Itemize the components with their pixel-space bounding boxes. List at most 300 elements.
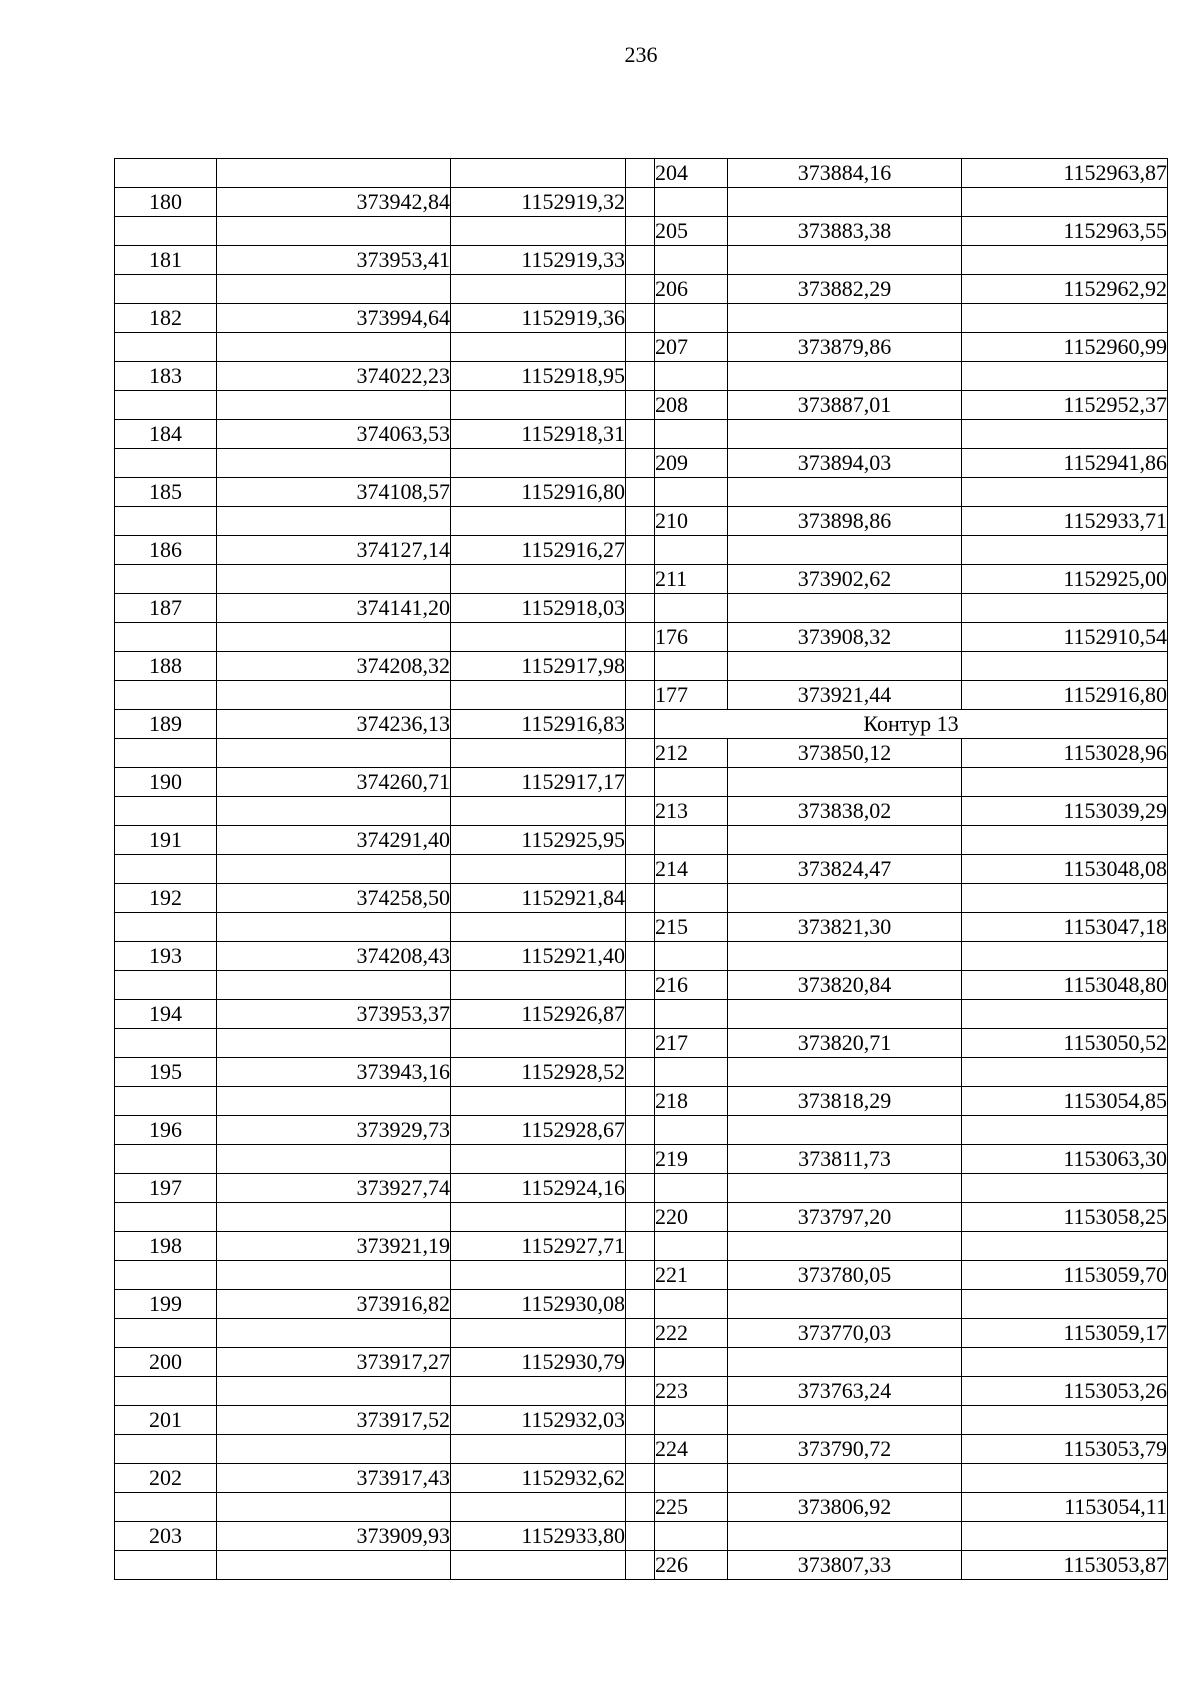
spacer-column [626,1029,655,1058]
left-y-coordinate: 1152916,83 [451,710,626,739]
right-point-number [655,1290,728,1319]
left-x-coordinate: 373917,27 [217,1348,451,1377]
right-y-coordinate: 1152925,00 [962,565,1168,594]
left-point-number: 199 [115,1290,217,1319]
right-x-coordinate [728,1348,962,1377]
left-point-number: 192 [115,884,217,913]
right-y-coordinate [962,1174,1168,1203]
right-y-coordinate [962,246,1168,275]
spacer-column [626,362,655,391]
right-y-coordinate [962,768,1168,797]
left-x-coordinate [217,1493,451,1522]
right-x-coordinate [728,768,962,797]
spacer-column [626,449,655,478]
right-y-coordinate: 1152910,54 [962,623,1168,652]
right-point-number [655,826,728,855]
right-y-coordinate: 1152960,99 [962,333,1168,362]
spacer-column [626,1058,655,1087]
left-point-number [115,797,217,826]
left-point-number: 198 [115,1232,217,1261]
spacer-column [626,594,655,623]
table-row [115,1377,1168,1406]
right-point-number: 213 [655,797,728,826]
table-row [115,478,1168,507]
left-point-number: 190 [115,768,217,797]
left-point-number [115,275,217,304]
right-y-coordinate [962,826,1168,855]
right-x-coordinate: 373763,24 [728,1377,962,1406]
right-x-coordinate: 373790,72 [728,1435,962,1464]
left-y-coordinate [451,1029,626,1058]
left-x-coordinate: 374291,40 [217,826,451,855]
left-point-number: 185 [115,478,217,507]
left-point-number: 197 [115,1174,217,1203]
right-y-coordinate: 1152916,80 [962,681,1168,710]
right-point-number: 206 [655,275,728,304]
left-x-coordinate: 374022,23 [217,362,451,391]
right-x-coordinate: 373780,05 [728,1261,962,1290]
right-point-number: 208 [655,391,728,420]
spacer-column [626,1203,655,1232]
table-row [115,1174,1168,1203]
spacer-column [626,913,655,942]
spacer-column [626,1232,655,1261]
right-x-coordinate: 373838,02 [728,797,962,826]
left-x-coordinate [217,681,451,710]
left-point-number: 202 [115,1464,217,1493]
right-x-coordinate [728,1290,962,1319]
right-x-coordinate: 373884,16 [728,159,962,188]
right-x-coordinate [728,1232,962,1261]
left-x-coordinate [217,913,451,942]
right-y-coordinate [962,942,1168,971]
right-x-coordinate [728,536,962,565]
left-x-coordinate [217,1551,451,1580]
spacer-column [626,536,655,565]
left-point-number: 196 [115,1116,217,1145]
left-y-coordinate [451,275,626,304]
right-y-coordinate [962,652,1168,681]
right-y-coordinate: 1153039,29 [962,797,1168,826]
right-y-coordinate: 1153047,18 [962,913,1168,942]
table-row [115,681,1168,710]
left-x-coordinate: 373953,41 [217,246,451,275]
spacer-column [626,478,655,507]
spacer-column [626,1290,655,1319]
table-row [115,565,1168,594]
right-x-coordinate [728,1464,962,1493]
left-point-number [115,1145,217,1174]
right-y-coordinate [962,1464,1168,1493]
right-point-number [655,246,728,275]
left-x-coordinate [217,565,451,594]
right-point-number [655,478,728,507]
spacer-column [626,1145,655,1174]
table-row [115,1000,1168,1029]
right-point-number [655,304,728,333]
right-y-coordinate: 1152941,86 [962,449,1168,478]
table-row [115,362,1168,391]
right-x-coordinate [728,420,962,449]
left-point-number [115,855,217,884]
left-x-coordinate: 374141,20 [217,594,451,623]
right-point-number: 210 [655,507,728,536]
left-x-coordinate: 373927,74 [217,1174,451,1203]
table-row [115,1290,1168,1319]
spacer-column [626,1116,655,1145]
right-point-number [655,1058,728,1087]
right-y-coordinate [962,1116,1168,1145]
left-point-number: 180 [115,188,217,217]
right-point-number [655,1174,728,1203]
right-y-coordinate [962,304,1168,333]
right-point-number [655,420,728,449]
right-y-coordinate: 1152952,37 [962,391,1168,420]
left-x-coordinate [217,275,451,304]
left-y-coordinate: 1152919,33 [451,246,626,275]
right-x-coordinate: 373820,84 [728,971,962,1000]
left-point-number: 187 [115,594,217,623]
spacer-column [626,1377,655,1406]
spacer-column [626,333,655,362]
left-y-coordinate: 1152921,84 [451,884,626,913]
right-y-coordinate: 1152963,55 [962,217,1168,246]
table-row [115,884,1168,913]
spacer-column [626,942,655,971]
right-x-coordinate [728,362,962,391]
right-x-coordinate [728,594,962,623]
right-y-coordinate [962,884,1168,913]
spacer-column [626,275,655,304]
spacer-column [626,739,655,768]
table-row [115,1029,1168,1058]
left-point-number: 200 [115,1348,217,1377]
table-row [115,246,1168,275]
left-x-coordinate [217,1319,451,1348]
left-point-number: 186 [115,536,217,565]
right-y-coordinate: 1153058,25 [962,1203,1168,1232]
left-x-coordinate: 374260,71 [217,768,451,797]
spacer-column [626,652,655,681]
right-point-number [655,1232,728,1261]
right-x-coordinate [728,826,962,855]
spacer-column [626,1000,655,1029]
left-point-number: 203 [115,1522,217,1551]
right-y-coordinate [962,478,1168,507]
left-y-coordinate [451,681,626,710]
right-x-coordinate [728,1000,962,1029]
table-row [115,652,1168,681]
right-y-coordinate: 1153063,30 [962,1145,1168,1174]
right-point-number: 211 [655,565,728,594]
left-point-number [115,449,217,478]
left-x-coordinate: 373909,93 [217,1522,451,1551]
table-row [115,1058,1168,1087]
left-point-number [115,1551,217,1580]
right-point-number [655,536,728,565]
left-x-coordinate [217,1435,451,1464]
left-y-coordinate: 1152921,40 [451,942,626,971]
right-y-coordinate [962,1290,1168,1319]
left-y-coordinate [451,971,626,1000]
table-row [115,391,1168,420]
spacer-column [626,1493,655,1522]
left-x-coordinate [217,971,451,1000]
left-point-number: 181 [115,246,217,275]
table-row [115,1493,1168,1522]
left-x-coordinate [217,1087,451,1116]
table-row [115,1551,1168,1580]
left-point-number [115,565,217,594]
left-x-coordinate: 374208,32 [217,652,451,681]
left-point-number [115,1029,217,1058]
table-row [115,739,1168,768]
left-x-coordinate: 374258,50 [217,884,451,913]
right-point-number [655,362,728,391]
right-point-number: 209 [655,449,728,478]
left-y-coordinate [451,1261,626,1290]
right-point-number [655,1116,728,1145]
left-point-number: 189 [115,710,217,739]
left-y-coordinate [451,855,626,884]
left-y-coordinate [451,507,626,536]
right-x-coordinate [728,884,962,913]
right-point-number: 224 [655,1435,728,1464]
right-x-coordinate: 373894,03 [728,449,962,478]
left-y-coordinate [451,623,626,652]
left-point-number [115,159,217,188]
left-x-coordinate [217,1377,451,1406]
right-point-number [655,1000,728,1029]
right-y-coordinate: 1153059,17 [962,1319,1168,1348]
right-y-coordinate [962,1406,1168,1435]
table-row [115,913,1168,942]
left-x-coordinate [217,159,451,188]
left-point-number: 201 [115,1406,217,1435]
table-row [115,1406,1168,1435]
left-x-coordinate: 373994,64 [217,304,451,333]
right-y-coordinate: 1152933,71 [962,507,1168,536]
spacer-column [626,565,655,594]
left-point-number [115,739,217,768]
table-row [115,594,1168,623]
left-point-number [115,913,217,942]
left-x-coordinate: 374127,14 [217,536,451,565]
left-point-number [115,391,217,420]
right-point-number: 204 [655,159,728,188]
spacer-column [626,1174,655,1203]
left-point-number: 194 [115,1000,217,1029]
right-x-coordinate: 373770,03 [728,1319,962,1348]
left-y-coordinate: 1152917,17 [451,768,626,797]
left-x-coordinate: 373917,52 [217,1406,451,1435]
left-x-coordinate [217,217,451,246]
right-point-number [655,768,728,797]
left-y-coordinate: 1152932,62 [451,1464,626,1493]
right-point-number [655,942,728,971]
left-point-number [115,971,217,1000]
right-point-number: 219 [655,1145,728,1174]
table-row [115,1232,1168,1261]
spacer-column [626,188,655,217]
spacer-column [626,217,655,246]
spacer-column [626,971,655,1000]
right-x-coordinate: 373824,47 [728,855,962,884]
left-x-coordinate [217,797,451,826]
right-y-coordinate: 1153059,70 [962,1261,1168,1290]
left-x-coordinate [217,391,451,420]
right-point-number [655,188,728,217]
table-row [115,536,1168,565]
right-y-coordinate [962,1058,1168,1087]
contour-label: Контур 13 [655,710,1168,739]
left-x-coordinate: 374236,13 [217,710,451,739]
left-y-coordinate: 1152927,71 [451,1232,626,1261]
left-y-coordinate [451,1551,626,1580]
table-row [115,1087,1168,1116]
left-point-number: 191 [115,826,217,855]
right-x-coordinate [728,188,962,217]
left-x-coordinate: 374108,57 [217,478,451,507]
left-x-coordinate [217,1261,451,1290]
table-row [115,304,1168,333]
right-point-number: 216 [655,971,728,1000]
right-point-number: 205 [655,217,728,246]
table-row [115,1261,1168,1290]
right-x-coordinate: 373850,12 [728,739,962,768]
left-y-coordinate: 1152928,67 [451,1116,626,1145]
table-row [115,275,1168,304]
right-y-coordinate [962,1522,1168,1551]
spacer-column [626,797,655,826]
left-y-coordinate: 1152926,87 [451,1000,626,1029]
left-point-number [115,1087,217,1116]
left-y-coordinate: 1152916,80 [451,478,626,507]
left-point-number [115,623,217,652]
left-x-coordinate [217,1029,451,1058]
left-x-coordinate [217,333,451,362]
right-x-coordinate [728,1174,962,1203]
right-point-number: 212 [655,739,728,768]
right-point-number: 214 [655,855,728,884]
right-y-coordinate: 1153048,80 [962,971,1168,1000]
table-row [115,942,1168,971]
right-x-coordinate: 373887,01 [728,391,962,420]
right-point-number [655,1464,728,1493]
right-x-coordinate: 373797,20 [728,1203,962,1232]
right-point-number: 176 [655,623,728,652]
left-x-coordinate [217,739,451,768]
spacer-column [626,1087,655,1116]
left-y-coordinate: 1152930,79 [451,1348,626,1377]
right-y-coordinate [962,1348,1168,1377]
table-row [115,333,1168,362]
right-point-number [655,1406,728,1435]
left-y-coordinate [451,1435,626,1464]
spacer-column [626,1406,655,1435]
spacer-column [626,1464,655,1493]
table-row [115,1522,1168,1551]
right-y-coordinate: 1153053,79 [962,1435,1168,1464]
left-y-coordinate: 1152919,32 [451,188,626,217]
left-y-coordinate [451,739,626,768]
left-point-number: 195 [115,1058,217,1087]
right-point-number: 226 [655,1551,728,1580]
right-point-number: 220 [655,1203,728,1232]
table-row [115,855,1168,884]
spacer-column [626,1435,655,1464]
table-row [115,797,1168,826]
table-row [115,507,1168,536]
left-y-coordinate [451,391,626,420]
left-y-coordinate [451,565,626,594]
table-row [115,1145,1168,1174]
spacer-column [626,768,655,797]
coordinates-table-body [115,159,1168,1580]
left-point-number [115,681,217,710]
spacer-column [626,304,655,333]
table-row [115,217,1168,246]
left-point-number [115,1435,217,1464]
spacer-column [626,1551,655,1580]
right-point-number: 215 [655,913,728,942]
right-y-coordinate: 1153053,26 [962,1377,1168,1406]
left-y-coordinate: 1152930,08 [451,1290,626,1319]
left-y-coordinate: 1152918,03 [451,594,626,623]
right-y-coordinate [962,1000,1168,1029]
table-row [115,1116,1168,1145]
spacer-column [626,710,655,739]
right-x-coordinate [728,942,962,971]
right-point-number [655,1348,728,1377]
right-x-coordinate [728,1406,962,1435]
table-row [115,1348,1168,1377]
left-point-number: 184 [115,420,217,449]
coordinates-table [114,158,1168,1580]
left-y-coordinate [451,333,626,362]
left-point-number: 188 [115,652,217,681]
right-x-coordinate [728,478,962,507]
right-x-coordinate: 373807,33 [728,1551,962,1580]
left-x-coordinate: 373921,19 [217,1232,451,1261]
left-point-number [115,507,217,536]
right-point-number [655,594,728,623]
left-point-number [115,1493,217,1522]
right-x-coordinate [728,1058,962,1087]
left-x-coordinate: 373917,43 [217,1464,451,1493]
right-x-coordinate [728,1522,962,1551]
right-x-coordinate [728,1116,962,1145]
left-y-coordinate [451,797,626,826]
right-x-coordinate: 373879,86 [728,333,962,362]
spacer-column [626,1522,655,1551]
right-point-number: 177 [655,681,728,710]
left-y-coordinate: 1152918,31 [451,420,626,449]
right-x-coordinate [728,246,962,275]
left-y-coordinate [451,913,626,942]
left-y-coordinate [451,1145,626,1174]
right-point-number: 222 [655,1319,728,1348]
spacer-column [626,1319,655,1348]
spacer-column [626,855,655,884]
left-point-number: 183 [115,362,217,391]
right-point-number: 217 [655,1029,728,1058]
right-y-coordinate: 1153050,52 [962,1029,1168,1058]
right-y-coordinate: 1153054,85 [962,1087,1168,1116]
left-point-number [115,217,217,246]
table-row [115,971,1168,1000]
left-point-number: 182 [115,304,217,333]
